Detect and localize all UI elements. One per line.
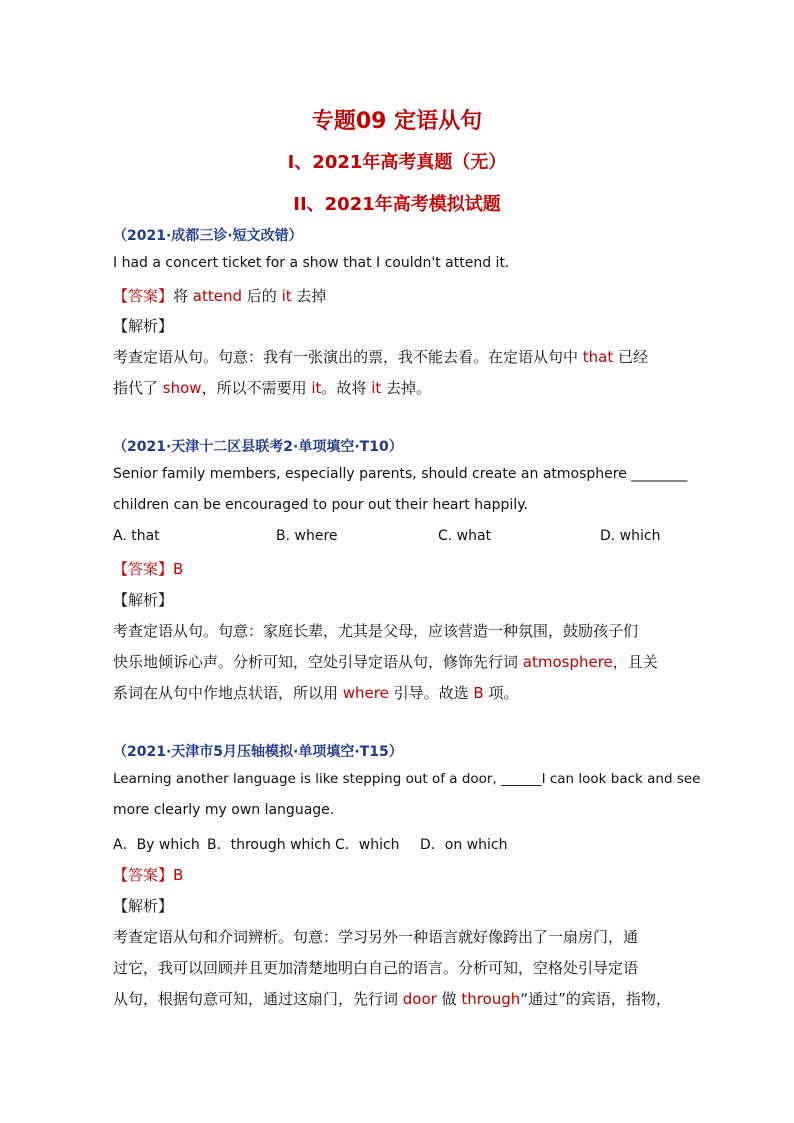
q3-stem-line1: Learning another language is like stepping out of a door, ______I can look back and see [113, 771, 701, 787]
analysis-text: 引导。故选 [388, 684, 474, 702]
q1-analysis-line2 [113, 377, 431, 398]
analysis-keyword: atmosphere [522, 653, 613, 671]
analysis-text: 已经 [613, 348, 649, 366]
q3-analysis-line2: 过它，我可以回顾并且更加清楚地明白自己的语言。分析可知，空格处引导定语 [113, 959, 639, 977]
answer-keyword: attend [192, 287, 243, 305]
answer-value: B [173, 560, 184, 578]
analysis-text: 系词在从句中作地点状语，所以用 [113, 684, 343, 702]
analysis-keyword: where [342, 684, 389, 702]
section-heading-1: I、2021年高考真题（无） [287, 152, 507, 173]
analysis-text: 去掉。 [381, 379, 432, 397]
analysis-keyword: that [582, 348, 614, 366]
q1-source: （2021·成都三诊·短文改错） [113, 228, 303, 244]
analysis-text: 做 [436, 990, 462, 1008]
analysis-text: 项。 [483, 684, 519, 702]
q2-analysis-line1: 考查定语从句。句意：家庭长辈，尤其是父母，应该营造一种氛围，鼓励孩子们 [113, 622, 639, 640]
q3-analysis-label: 【解析】 [113, 897, 174, 915]
page-title: 专题09 定语从句 [311, 109, 483, 134]
analysis-text: 考查定语从句。句意：我有一张演出的票，我不能去看。在定语从句中 [113, 348, 583, 366]
analysis-keyword: door [402, 990, 437, 1008]
q3-source: （2021·天津市5月压轴模拟·单项填空·T15） [113, 744, 403, 760]
answer-value: B [173, 866, 184, 884]
analysis-text: ，且关 [612, 653, 658, 671]
q1-sentence: I had a concert ticket for a show that I couldn't attend it. [113, 255, 510, 271]
q1-analysis-line1 [113, 346, 648, 367]
q3-option-b: B．through which [207, 837, 331, 853]
analysis-keyword: through [461, 990, 521, 1008]
q2-option-b: B. where [276, 528, 338, 544]
q2-option-a: A. that [113, 528, 160, 544]
answer-text: 将 [173, 287, 193, 305]
q2-stem-line2: children can be encouraged to pour out their heart happily. [113, 497, 528, 513]
q2-option-d: D. which [600, 528, 661, 544]
q2-source: （2021·天津十二区县联考2·单项填空·T10） [113, 439, 403, 455]
answer-label: 【答案】 [113, 866, 174, 884]
q2-analysis-line3 [113, 682, 518, 703]
analysis-keyword: it [311, 379, 322, 397]
q1-answer [113, 285, 326, 306]
analysis-text: 指代了 [113, 379, 163, 397]
answer-label: 【答案】 [113, 287, 174, 305]
q2-option-c: C. what [438, 528, 492, 544]
answer-text: 去掉 [291, 287, 327, 305]
analysis-keyword: it [371, 379, 382, 397]
q3-analysis-line3 [113, 988, 671, 1009]
section-heading-2: II、2021年高考模拟试题 [293, 194, 501, 215]
q3-option-a: A．By which [113, 837, 200, 853]
analysis-text: ，所以不需要用 [201, 379, 312, 397]
q1-analysis-label: 【解析】 [113, 317, 174, 335]
q2-analysis-line2 [113, 651, 658, 672]
q3-stem-line2: more clearly my own language. [113, 802, 335, 818]
analysis-text: 。故将 [321, 379, 372, 397]
q3-option-d: D．on which [420, 837, 508, 853]
q2-answer [113, 558, 183, 579]
analysis-text: 快乐地倾诉心声。分析可知，空处引导定语从句，修饰先行词 [113, 653, 523, 671]
q2-analysis-label: 【解析】 [113, 591, 174, 609]
answer-text: 后的 [242, 287, 282, 305]
analysis-keyword: show [162, 379, 202, 397]
analysis-text: 从句，根据句意可知，通过这扇门，先行词 [113, 990, 403, 1008]
analysis-text: “通过”的宾语，指物， [520, 990, 671, 1008]
q3-answer [113, 864, 183, 885]
answer-keyword: it [281, 287, 292, 305]
answer-label: 【答案】 [113, 560, 174, 578]
analysis-keyword: B [473, 684, 484, 702]
q3-analysis-line1: 考查定语从句和介词辨析。句意：学习另外一种语言就好像跨出了一扇房门，通 [113, 928, 639, 946]
q3-option-c: C．which [335, 837, 400, 853]
q2-stem-line1: Senior family members, especially parents, should create an atmosphere ________ [113, 466, 688, 482]
